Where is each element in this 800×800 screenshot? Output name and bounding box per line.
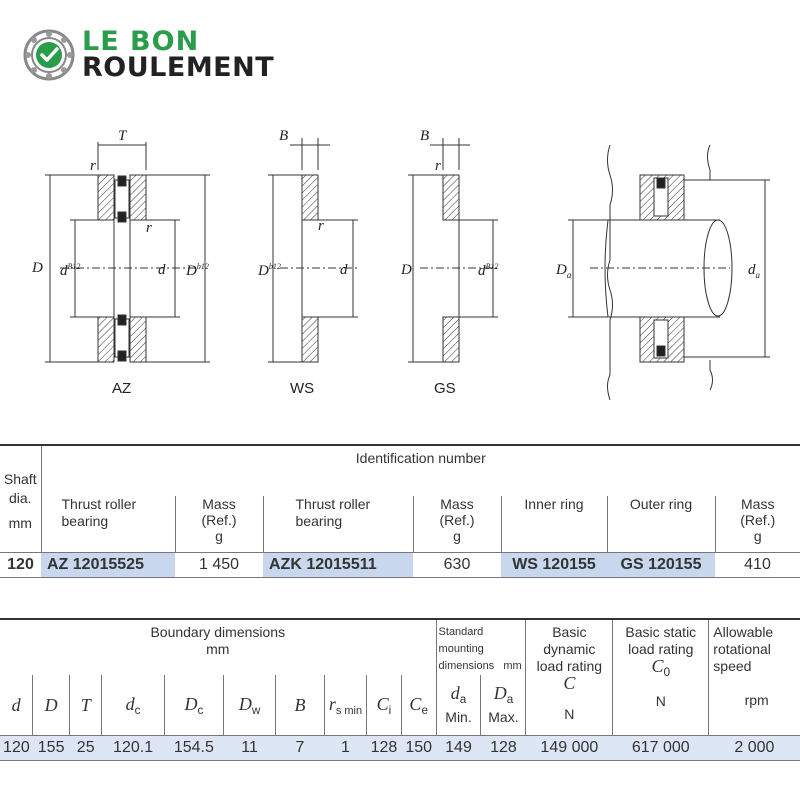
value-d: 120 [0,736,33,761]
dim-Db12-label: $D^{b12}$ [186,262,209,279]
col-Dw: $D_w$ [224,675,276,736]
gs-drawing [408,138,500,362]
dim-r-label: r [318,218,324,234]
col-Ce: $C_e$ [401,675,436,736]
value-speed: 2 000 [709,736,800,761]
mass-header: Mass (Ref.) g [413,496,501,553]
value-T: 25 [69,736,102,761]
dim-dB12-label: $d^{B12}$ [478,262,499,279]
value-Dw: 11 [224,736,276,761]
thrust-bearing-header: Thrust roller bearing [41,496,175,553]
dim-r-label: r [90,158,96,174]
ws-ring-id[interactable]: WS 120155 [501,553,607,578]
dim-da-label: $d_a$ [748,262,760,280]
ws-caption: WS [290,380,315,397]
brand-logo [22,26,302,84]
gs-ring-id[interactable]: GS 120155 [607,553,715,578]
col-Da: $D_a$ Max. [481,675,526,736]
dim-D-label: D [401,262,412,278]
col-da: $d_a$ Min. [436,675,481,736]
col-dc: $d_c$ [102,675,164,736]
value-D: 155 [33,736,70,761]
value-dc: 120.1 [102,736,164,761]
col-d: d [11,694,21,715]
identification-header: Identification number [41,445,800,496]
value-C0: 617 000 [613,736,709,761]
value-Ce: 150 [401,736,436,761]
logo-line1: LE BON [82,26,200,57]
bearing-check-icon [22,28,76,82]
az-bearing-id[interactable]: AZ 12015525 [41,553,175,578]
az-drawing [45,142,210,362]
dim-D-label: D [32,260,43,276]
az-mass-value: 1 450 [175,553,263,578]
azk-mass-value: 630 [413,553,501,578]
dim-d-label: d [158,262,166,278]
boundary-header: Boundary dimensions mm [150,624,286,657]
azk-bearing-id[interactable]: AZK 12015511 [263,553,413,578]
value-B: 7 [276,736,325,761]
value-Dc: 154.5 [164,736,223,761]
col-B: B [276,675,325,736]
dynamic-load-header: Basic dynamic load rating C N [526,619,613,736]
dim-B-label: B [279,128,289,144]
thrust-bearing-header: Thrust roller bearing [263,496,413,553]
shaft-header: Shaft dia. mm [3,471,37,531]
rings-mass-value: 410 [715,553,800,578]
col-rsmin: $r_{s min}$ [324,675,366,736]
mass-header: Mass (Ref.) g [175,496,263,553]
az-caption: AZ [112,380,132,397]
bearing-drawings [0,120,800,410]
dimensions-table [0,618,800,761]
col-Ci: $C_i$ [367,675,402,736]
dim-Da-label: $D_a$ [556,262,572,280]
value-da: 149 [436,736,481,761]
logo-line2: ROULEMENT [82,52,275,83]
identification-table [0,444,800,578]
value-Ci: 128 [367,736,402,761]
dim-r-label: r [435,158,441,174]
col-T: T [69,675,102,736]
dim-T-label: T [118,128,127,144]
shaft-value: 120 [0,553,41,578]
gs-caption: GS [434,380,456,397]
value-C: 149 000 [526,736,613,761]
outer-ring-header: Outer ring [607,496,715,553]
dim-Db12-label: $D^{b12}$ [258,262,281,279]
value-Da: 128 [481,736,526,761]
col-Dc: $D_c$ [164,675,223,736]
mass-header: Mass (Ref.) g [715,496,800,553]
value-rsmin: 1 [324,736,366,761]
mounting-drawing [568,145,770,400]
ws-drawing [268,138,360,362]
dim-dB12-label: $d^{B12}$ [60,262,81,279]
dim-d-label: d [340,262,348,278]
inner-ring-header: Inner ring [501,496,607,553]
dim-B-label: B [420,128,430,144]
col-D: D [33,675,70,736]
speed-header: Allowable rotational speed rpm [709,619,800,736]
static-load-header: Basic static load rating $C_0$ N [613,619,709,736]
mounting-header: Standard mounting dimensions mm [436,619,526,675]
dim-r-label: r [146,220,152,236]
